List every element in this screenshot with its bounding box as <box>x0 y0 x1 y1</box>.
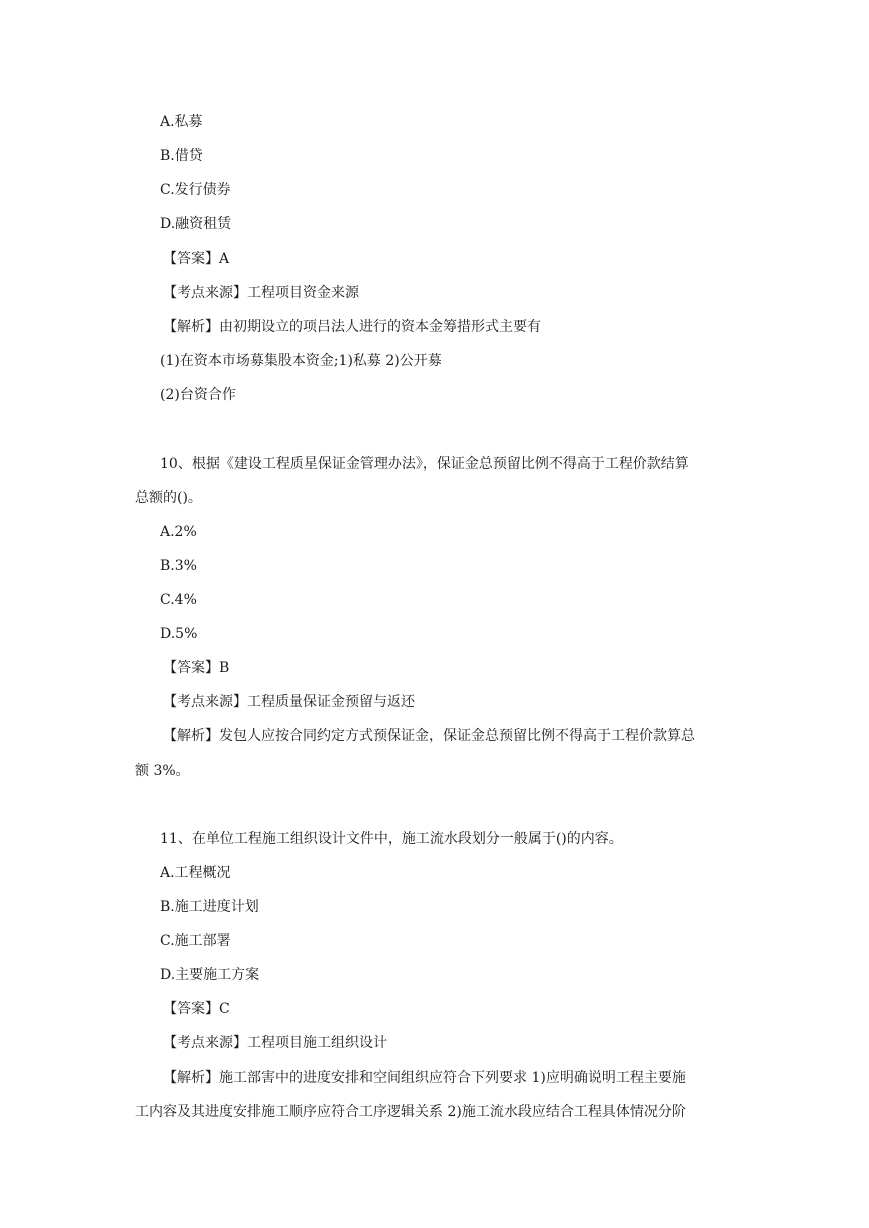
q10-option-d: D.5% <box>160 626 198 642</box>
q9-answer: 【答案】A <box>163 251 230 267</box>
q11-option-d: D.主要施工方案 <box>160 967 260 983</box>
q11-source: 【考点来源】工程项目施工组织设计 <box>163 1035 387 1051</box>
q10-option-a: A.2% <box>160 524 197 540</box>
q11-option-a: A.工程概况 <box>160 865 231 881</box>
q11-analysis-line-1: 【解析】施工部害中的进度安排和空间组织应符合下列要求 1)应明确说明工程主要施 <box>163 1070 686 1086</box>
q11-question: 11、在单位工程施工组织设计文件中，施工流水段划分一般属于()的内容。 <box>160 831 623 847</box>
q10-answer: 【答案】B <box>163 660 230 676</box>
q9-option-d: D.融资租赁 <box>160 216 232 232</box>
q11-answer: 【答案】C <box>163 1001 230 1017</box>
q10-option-c: C.4% <box>160 592 197 608</box>
q9-option-a: A.私募 <box>160 114 203 130</box>
q10-analysis-line-2: 额 3%。 <box>135 763 190 779</box>
q10-question-line-2: 总额的()。 <box>135 490 202 506</box>
q10-question-line-1: 10、根据《建设工程质星保证金管理办法》，保证金总预留比例不得高于工程价款结算 <box>160 456 689 472</box>
q11-analysis-line-2: 工内容及其进度安排施工顺序应符合工序逻辑关系 2)施工流水段应结合工程具体情况分阶 <box>135 1104 686 1120</box>
q9-option-b: B.借贷 <box>160 148 203 164</box>
q10-source: 【考点来源】工程质量保证金预留与返还 <box>163 694 415 710</box>
q9-option-c: C.发行债券 <box>160 182 231 198</box>
q11-option-c: C.施工部署 <box>160 933 231 949</box>
q9-source: 【考点来源】工程项目资金来源 <box>163 285 359 301</box>
q10-option-b: B.3% <box>160 558 197 574</box>
q9-analysis-item-1: (1)在资本市场募集股本资金;1)私募 2)公开募 <box>160 353 442 369</box>
q9-analysis-item-2: (2)台资合作 <box>160 387 236 403</box>
q10-analysis-line-1: 【解析】发包人应按合同约定方式预保证金，保证金总预留比例不得高于工程价款算总 <box>163 728 695 744</box>
q9-analysis: 【解析】由初期设立的项吕法人进行的资本金筹措形式主要有 <box>163 319 541 335</box>
q11-option-b: B.施工进度计划 <box>160 899 259 915</box>
